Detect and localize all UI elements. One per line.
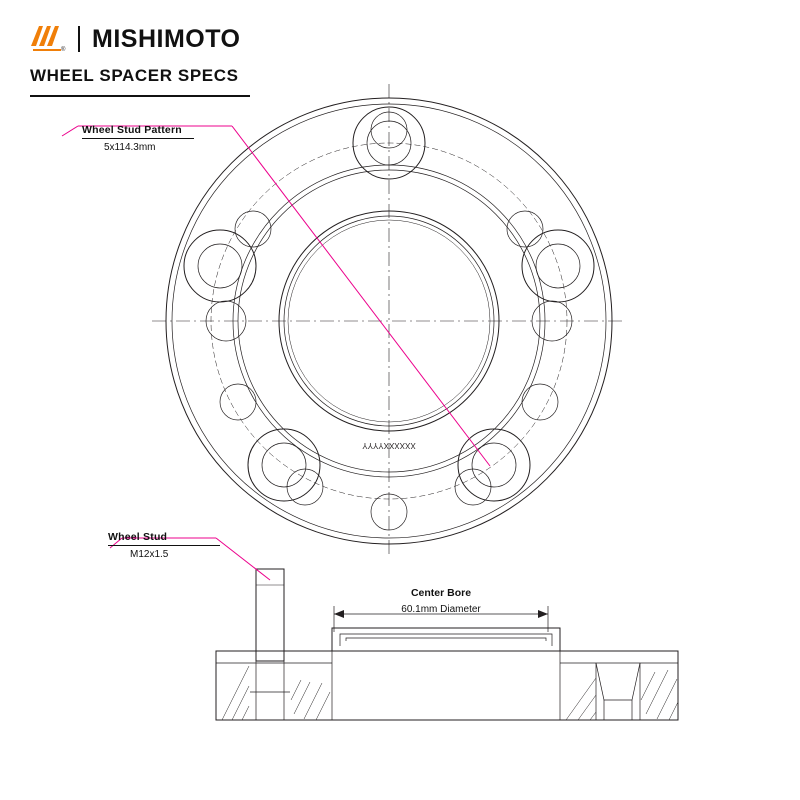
svg-text:®: ® [61,47,66,53]
brand-name: MISHIMOTO [92,24,241,53]
callout-underline [108,545,220,546]
callout-value: 5x114.3mm [104,142,156,153]
callout-title: Wheel Stud Pattern [82,124,182,136]
callout-value: M12x1.5 [130,549,169,560]
callout-wheel-stud [108,531,220,560]
callout-wheel-stud-pattern [82,124,194,153]
top-view-spacer [152,84,626,558]
dimension-title: Center Bore [410,587,472,599]
dimension-center-bore [331,587,551,615]
callout-title: Wheel Stud [108,531,168,543]
callout-underline [82,138,194,139]
leader-lines [62,126,490,580]
page-title: WHEEL SPACER SPECS [30,66,239,85]
etched-part-number: XXXXXXYYYY [362,441,416,450]
dimension-value: 60.1mm Diameter [401,604,481,615]
